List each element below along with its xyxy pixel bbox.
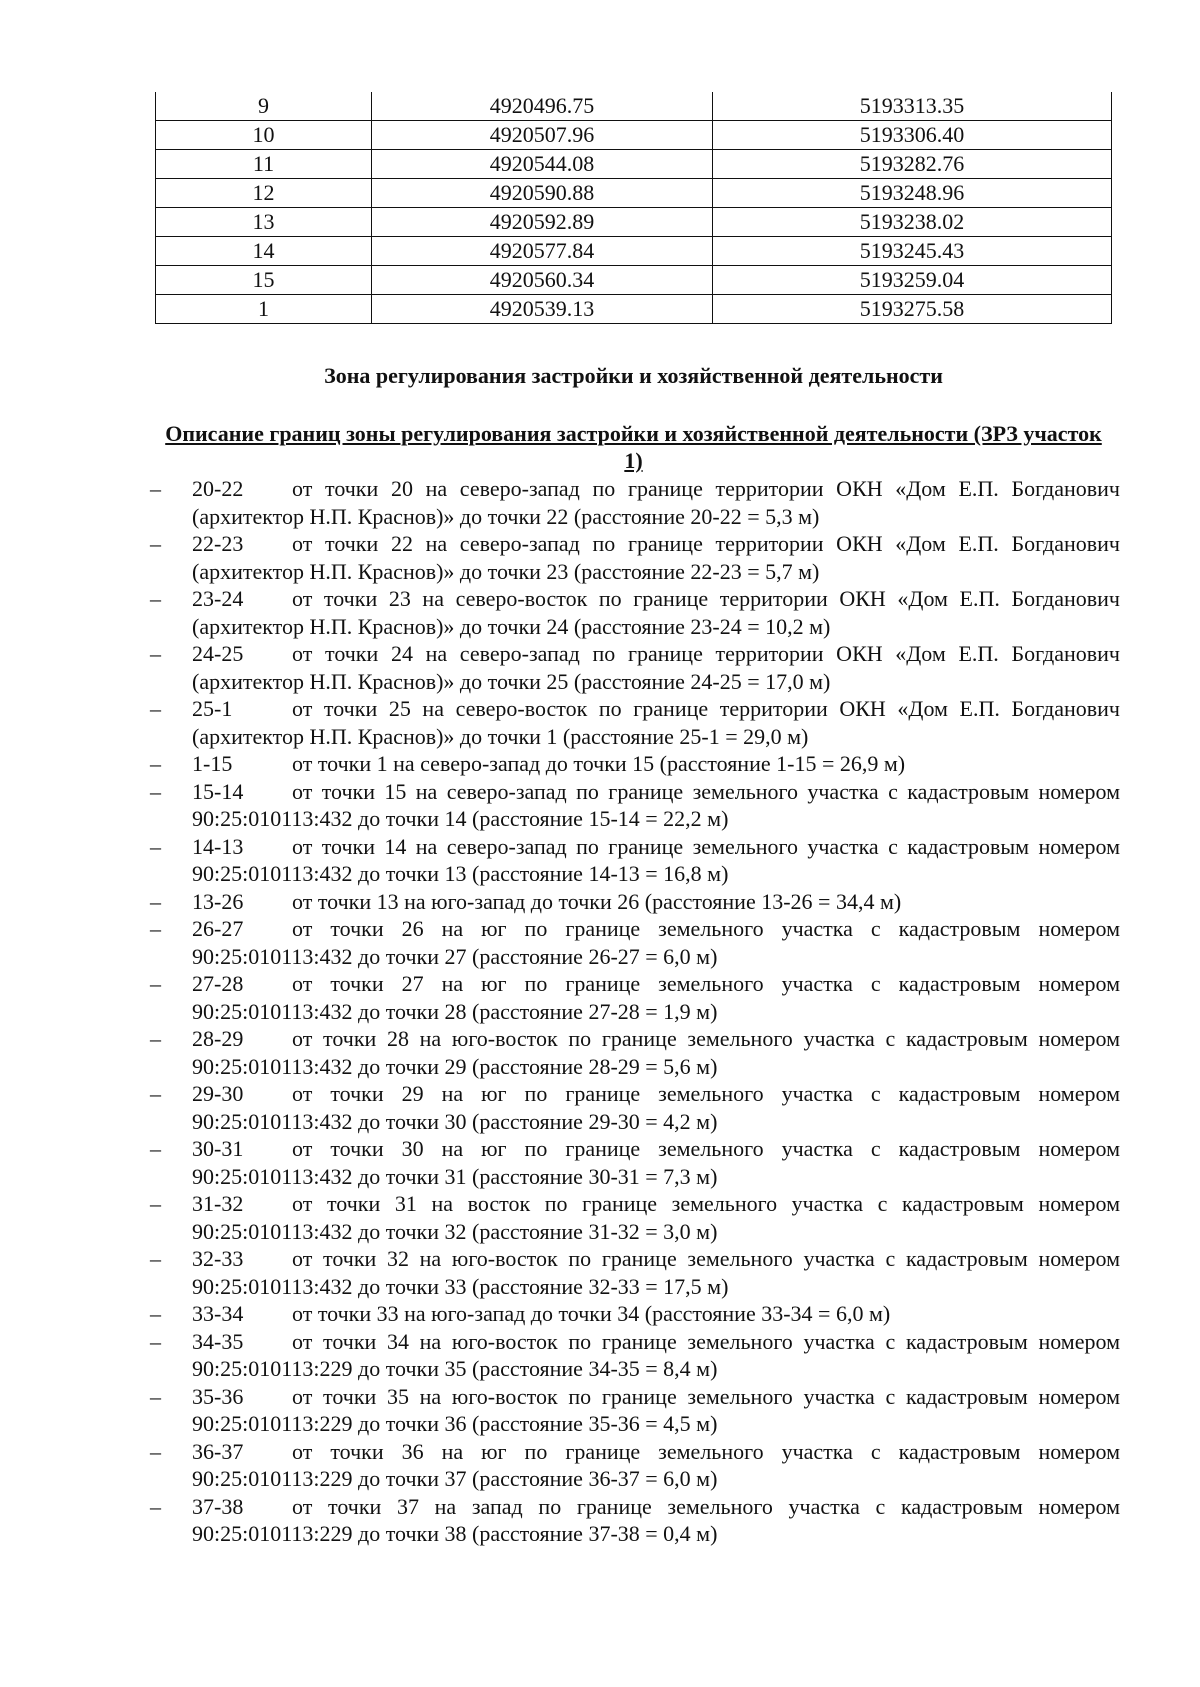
- segment-id: 20-22: [192, 476, 244, 501]
- segment-content: [192, 833, 1120, 888]
- segment-content: [192, 750, 1120, 778]
- list-dash: –: [150, 1301, 161, 1326]
- segment-content: [192, 1493, 1120, 1548]
- list-dash: –: [150, 971, 161, 996]
- list-dash: –: [150, 1246, 161, 1271]
- segment-description: от точки 24 на северо-запад по границе территории ОКН «Дом Е.П. Богданович (архитектор Н.П. Краснов)» до точки 25 (расстояние 24-25 = 17,0 м): [192, 641, 1120, 694]
- segment-id: 22-23: [192, 531, 244, 556]
- segment-id: 24-25: [192, 641, 244, 666]
- segment-content: [192, 530, 1120, 585]
- segment-id: 25-1: [192, 696, 233, 721]
- list-dash: –: [150, 833, 161, 859]
- x-coordinate-cell: 4920544.08: [372, 150, 713, 179]
- zone-title: Зона регулирования застройки и хозяйственной деятельности: [324, 363, 943, 388]
- segment-content: [192, 888, 1120, 916]
- boundary-segment-item: [150, 1025, 1120, 1080]
- point-number-cell: 1: [156, 295, 372, 324]
- table-row: [156, 179, 1112, 208]
- segment-content: [192, 1328, 1120, 1383]
- x-coordinate-cell: 4920592.89: [372, 208, 713, 237]
- list-dash: –: [150, 1191, 161, 1216]
- y-coordinate-cell: 5193259.04: [713, 266, 1112, 295]
- list-dash: –: [150, 916, 161, 941]
- segment-content: [192, 1025, 1120, 1080]
- boundary-segment-item: [150, 640, 1120, 695]
- boundary-segments-list: [150, 475, 1120, 1548]
- segment-content: [192, 1190, 1120, 1245]
- table-row: [156, 237, 1112, 266]
- segment-description: от точки 1 на северо-запад до точки 15 (расстояние 1-15 = 26,9 м): [292, 751, 906, 776]
- segment-id: 37-38: [192, 1493, 244, 1519]
- segment-id: 35-36: [192, 1383, 244, 1409]
- list-dash: –: [150, 1136, 161, 1161]
- segment-id: 36-37: [192, 1438, 244, 1464]
- y-coordinate-cell: 5193248.96: [713, 179, 1112, 208]
- segment-content: [192, 1383, 1120, 1438]
- segment-description: от точки 23 на северо-восток по границе территории ОКН «Дом Е.П. Богданович (архитектор Н.П. Краснов)» до точки 24 (расстояние 23-24 = 10,2 м): [192, 586, 1120, 639]
- boundary-segment-item: [150, 888, 1120, 916]
- segment-id: 28-29: [192, 1026, 244, 1051]
- segment-id: 31-32: [192, 1191, 244, 1216]
- boundary-segment-item: [150, 1135, 1120, 1190]
- table-row: [156, 295, 1112, 324]
- boundary-segment-item: [150, 750, 1120, 778]
- boundary-segment-item: [150, 1493, 1120, 1548]
- segment-description: от точки 13 на юго-запад до точки 26 (расстояние 13-26 = 34,4 м): [292, 888, 902, 914]
- segment-content: [192, 1300, 1120, 1328]
- list-dash: –: [150, 696, 161, 721]
- boundary-segment-item: [150, 833, 1120, 888]
- segment-id: 13-26: [192, 888, 244, 914]
- segment-description: от точки 29 на юг по границе земельного участка с кадастровым номером 90:25:010113:432 до точки 30 (расстояние 29-30 = 4,2 м): [192, 1081, 1120, 1134]
- segment-id: 27-28: [192, 971, 244, 996]
- point-number-cell: 15: [156, 266, 372, 295]
- segment-description: от точки 37 на запад по границе земельного участка с кадастровым номером 90:25:010113:229 до точки 38 (расстояние 37-38 = 0,4 м): [192, 1493, 1120, 1546]
- segment-id: 23-24: [192, 586, 244, 611]
- segment-description: от точки 30 на юг по границе земельного участка с кадастровым номером 90:25:010113:432 до точки 31 (расстояние 30-31 = 7,3 м): [192, 1136, 1120, 1189]
- boundary-segment-item: [150, 970, 1120, 1025]
- x-coordinate-cell: 4920539.13: [372, 295, 713, 324]
- x-coordinate-cell: 4920577.84: [372, 237, 713, 266]
- list-dash: –: [150, 476, 161, 501]
- table-row: [156, 150, 1112, 179]
- segment-content: [192, 1438, 1120, 1493]
- table-row: [156, 92, 1112, 121]
- boundary-segment-item: [150, 778, 1120, 833]
- segment-description: от точки 33 на юго-запад до точки 34 (расстояние 33-34 = 6,0 м): [292, 1301, 891, 1326]
- boundary-segment-item: [150, 915, 1120, 970]
- segment-id: 15-14: [192, 778, 244, 804]
- segment-description: от точки 32 на юго-восток по границе земельного участка с кадастровым номером 90:25:010113:432 до точки 33 (расстояние 32-33 = 17,5 м): [192, 1246, 1120, 1299]
- boundary-segment-item: [150, 695, 1120, 750]
- segment-content: [192, 970, 1120, 1025]
- segment-content: [192, 640, 1120, 695]
- table-row: [156, 266, 1112, 295]
- boundary-description-title: Описание границ зоны регулирования застройки и хозяйственной деятельности (ЗРЗ участок 1): [165, 421, 1102, 473]
- point-number-cell: 11: [156, 150, 372, 179]
- segment-description: от точки 14 на северо-запад по границе земельного участка с кадастровым номером 90:25:010113:432 до точки 13 (расстояние 14-13 = 16,8 м): [192, 833, 1120, 886]
- segment-description: от точки 25 на северо-восток по границе территории ОКН «Дом Е.П. Богданович (архитектор Н.П. Краснов)» до точки 1 (расстояние 25-1 = 29,0 м): [192, 696, 1120, 749]
- point-number-cell: 12: [156, 179, 372, 208]
- segment-id: 34-35: [192, 1328, 244, 1354]
- segment-content: [192, 1245, 1120, 1300]
- y-coordinate-cell: 5193282.76: [713, 150, 1112, 179]
- segment-id: 32-33: [192, 1246, 244, 1271]
- table-row: [156, 121, 1112, 150]
- segment-description: от точки 15 на северо-запад по границе земельного участка с кадастровым номером 90:25:010113:432 до точки 14 (расстояние 15-14 = 22,2 м): [192, 778, 1120, 831]
- boundary-segment-item: [150, 585, 1120, 640]
- list-dash: –: [150, 1493, 161, 1519]
- point-number-cell: 14: [156, 237, 372, 266]
- segment-content: [192, 585, 1120, 640]
- table-row: [156, 208, 1112, 237]
- y-coordinate-cell: 5193238.02: [713, 208, 1112, 237]
- segment-description: от точки 36 на юг по границе земельного участка с кадастровым номером 90:25:010113:229 до точки 37 (расстояние 36-37 = 6,0 м): [192, 1438, 1120, 1491]
- x-coordinate-cell: 4920507.96: [372, 121, 713, 150]
- boundary-segment-item: [150, 1328, 1120, 1383]
- y-coordinate-cell: 5193245.43: [713, 237, 1112, 266]
- list-dash: –: [150, 751, 161, 776]
- y-coordinate-cell: 5193306.40: [713, 121, 1112, 150]
- segment-content: [192, 778, 1120, 833]
- coordinates-table: [155, 92, 1112, 324]
- boundary-segment-item: [150, 475, 1120, 530]
- segment-content: [192, 1080, 1120, 1135]
- segment-content: [192, 915, 1120, 970]
- boundary-segment-item: [150, 1383, 1120, 1438]
- segment-description: от точки 27 на юг по границе земельного участка с кадастровым номером 90:25:010113:432 до точки 28 (расстояние 27-28 = 1,9 м): [192, 971, 1120, 1024]
- boundary-segment-item: [150, 1080, 1120, 1135]
- list-dash: –: [150, 888, 161, 914]
- boundary-segment-item: [150, 1438, 1120, 1493]
- point-number-cell: 9: [156, 92, 372, 121]
- segment-description: от точки 26 на юг по границе земельного участка с кадастровым номером 90:25:010113:432 до точки 27 (расстояние 26-27 = 6,0 м): [192, 916, 1120, 969]
- list-dash: –: [150, 586, 161, 611]
- y-coordinate-cell: 5193275.58: [713, 295, 1112, 324]
- coordinates-table-body: [156, 92, 1112, 324]
- segment-description: от точки 34 на юго-восток по границе земельного участка с кадастровым номером 90:25:010113:229 до точки 35 (расстояние 34-35 = 8,4 м): [192, 1328, 1120, 1381]
- list-dash: –: [150, 1438, 161, 1464]
- segment-id: 26-27: [192, 916, 244, 941]
- point-number-cell: 10: [156, 121, 372, 150]
- y-coordinate-cell: 5193313.35: [713, 92, 1112, 121]
- x-coordinate-cell: 4920560.34: [372, 266, 713, 295]
- list-dash: –: [150, 641, 161, 666]
- segment-description: от точки 35 на юго-восток по границе земельного участка с кадастровым номером 90:25:010113:229 до точки 36 (расстояние 35-36 = 4,5 м): [192, 1383, 1120, 1436]
- list-dash: –: [150, 1081, 161, 1106]
- boundary-segment-item: [150, 1190, 1120, 1245]
- point-number-cell: 13: [156, 208, 372, 237]
- list-dash: –: [150, 1328, 161, 1354]
- x-coordinate-cell: 4920590.88: [372, 179, 713, 208]
- x-coordinate-cell: 4920496.75: [372, 92, 713, 121]
- boundary-segment-item: [150, 1245, 1120, 1300]
- segment-description: от точки 22 на северо-запад по границе территории ОКН «Дом Е.П. Богданович (архитектор Н.П. Краснов)» до точки 23 (расстояние 22-23 = 5,7 м): [192, 531, 1120, 584]
- list-dash: –: [150, 778, 161, 804]
- list-dash: –: [150, 531, 161, 556]
- segment-description: от точки 20 на северо-запад по границе территории ОКН «Дом Е.П. Богданович (архитектор Н.П. Краснов)» до точки 22 (расстояние 20-22 = 5,3 м): [192, 476, 1120, 529]
- segment-description: от точки 31 на восток по границе земельного участка с кадастровым номером 90:25:010113:432 до точки 32 (расстояние 31-32 = 3,0 м): [192, 1191, 1120, 1244]
- segment-id: 29-30: [192, 1081, 244, 1106]
- boundary-segment-item: [150, 1300, 1120, 1328]
- segment-id: 14-13: [192, 833, 244, 859]
- segment-content: [192, 695, 1120, 750]
- segment-id: 33-34: [192, 1301, 244, 1326]
- segment-content: [192, 1135, 1120, 1190]
- list-dash: –: [150, 1026, 161, 1051]
- boundary-segment-item: [150, 530, 1120, 585]
- segment-id: 30-31: [192, 1136, 244, 1161]
- segment-description: от точки 28 на юго-восток по границе земельного участка с кадастровым номером 90:25:010113:432 до точки 29 (расстояние 28-29 = 5,6 м): [192, 1026, 1120, 1079]
- list-dash: –: [150, 1383, 161, 1409]
- segment-id: 1-15: [192, 751, 233, 776]
- segment-content: [192, 475, 1120, 530]
